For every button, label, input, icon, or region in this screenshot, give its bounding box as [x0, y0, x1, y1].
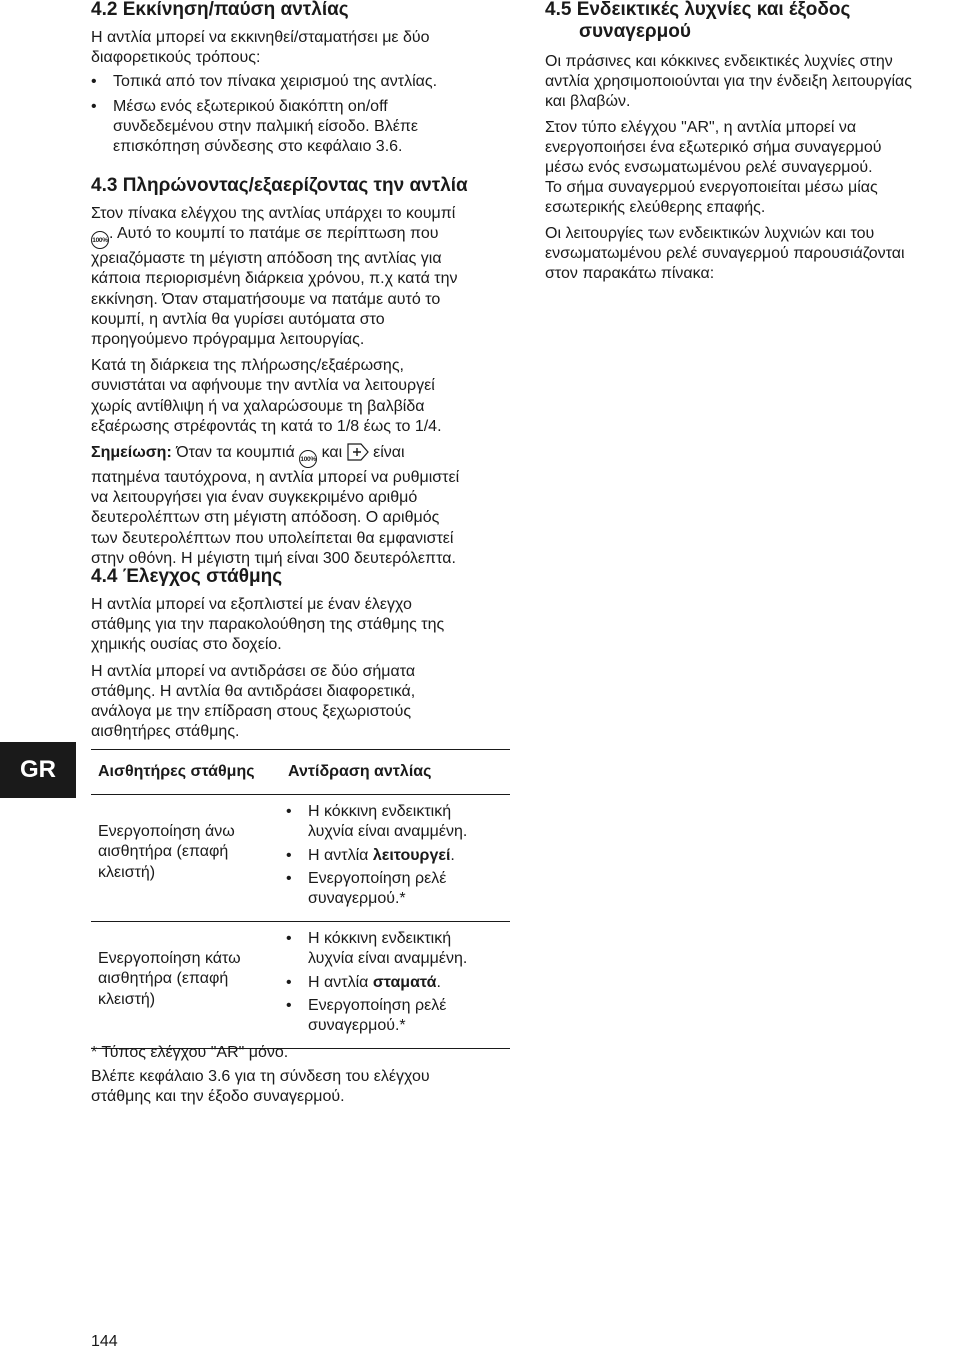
- start-methods-list: [91, 72, 511, 157]
- para-line: ενεργοποιήσει ένα εξωτερικό σήμα συναγερμού: [545, 138, 882, 156]
- bullet-text: Ενεργοποίηση ρελέ: [308, 996, 447, 1014]
- table-cell-sensor: [91, 922, 288, 1049]
- para-line: χημικής ουσίας στο δοχείο.: [91, 636, 282, 654]
- section-4-4-heading: 4.4 Έλεγχος στάθμης: [91, 566, 283, 587]
- level-control-table: [91, 749, 510, 1049]
- cell-line: Ενεργοποίηση άνω: [98, 823, 235, 841]
- para-line: είναι: [368, 444, 405, 462]
- bullet-text: .: [450, 846, 455, 864]
- bullet-text: συνδεδεμένου στην παλμική είσοδο. Βλέπε: [113, 117, 418, 135]
- para-line: Η αντλία μπορεί να εξοπλιστεί με έναν έλεγχο: [91, 596, 412, 613]
- bullet-text: Η κόκκινη ενδεικτική: [308, 930, 452, 948]
- section-4-4-body: [91, 595, 511, 742]
- bullet-text-bold: λειτουργεί: [372, 846, 451, 864]
- bullet-text: Μέσω ενός εξωτερικού διακόπτη on/off: [113, 97, 388, 115]
- list-item: [91, 72, 511, 92]
- cell-line: κλειστή): [98, 863, 156, 881]
- intro-line-1: Η αντλία μπορεί να εκκινηθεί/σταματήσει με δύο: [91, 29, 430, 46]
- section-4-5-para-3: [545, 224, 945, 285]
- cell-line: αισθητήρα (επαφή: [98, 970, 229, 988]
- para-line: και: [317, 444, 347, 462]
- max-capacity-100-icon: 100%: [299, 450, 317, 468]
- section-4-3-heading: 4.3 Πληρώνοντας/εξαερίζοντας την αντλία: [91, 175, 468, 196]
- para-line: χρειαζόμαστε τη μέγιστη απόδοση της αντλίας για: [91, 250, 442, 268]
- cell-line: αισθητήρα (επαφή: [98, 843, 229, 861]
- para-line: χωρίς αντίθλιψη ή να χαλαρώσουμε τη βαλβίδα: [91, 397, 425, 415]
- para-line: Όταν τα κουμπιά: [171, 444, 300, 462]
- section-4-3-para-2: [91, 356, 511, 437]
- section-4-2-heading: 4.2 Εκκίνηση/παύση αντλίας: [91, 0, 349, 20]
- section-4-2-intro: [91, 28, 511, 68]
- section-4-5-heading: [545, 0, 945, 43]
- para-line: εσωτερικής ελεύθερης επαφής.: [545, 199, 766, 217]
- para-line: Οι λειτουργίες των ενδεικτικών λυχνιών και του: [545, 224, 875, 242]
- section-4-2-body: [91, 28, 511, 157]
- table-cell-reaction: [288, 922, 510, 1049]
- list-item: [286, 929, 510, 969]
- section-4-3-note: [91, 443, 511, 569]
- table-row: [91, 922, 510, 1049]
- para-line: Οι πράσινες και κόκκινες ενδεικτικές λυχνίες στην: [545, 53, 893, 70]
- section-4-4-para-1: [91, 595, 511, 656]
- para-line: Στον τύπο ελέγχου "AR", η αντλία μπορεί να: [545, 118, 857, 136]
- bullet-text-bold: σταματά: [372, 973, 437, 991]
- list-item: [286, 846, 510, 866]
- cell-line: Ενεργοποίηση κάτω: [98, 950, 241, 968]
- table-cell-sensor: [91, 795, 288, 922]
- para-line: πατημένα ταυτόχρονα, η αντλία μπορεί να ρυθμιστεί: [91, 469, 460, 487]
- para-line: κάποια περιορισμένη διάρκεια χρόνου, π.χ κατά την: [91, 270, 458, 288]
- note-label: Σημείωση:: [91, 444, 172, 462]
- para-line: Κατά τη διάρκεια της πλήρωσης/εξαέρωσης,: [91, 357, 404, 375]
- language-tab: GR: [0, 742, 76, 798]
- page-number: 144: [91, 1333, 118, 1350]
- para-line: αντλία χρησιμοποιούνται για την ένδειξη λειτουργίας: [545, 73, 912, 91]
- list-item: [286, 802, 510, 842]
- reaction-list: [286, 802, 510, 909]
- para-line: μέσω ενός ενσωματωμένου ρελέ συναγερμού.: [545, 159, 873, 177]
- intro-line-2: διαφορετικούς τρόπους:: [91, 49, 261, 67]
- section-4-5-para-2: [545, 118, 945, 219]
- bullet-text: λυχνία είναι αναμμένη.: [308, 823, 468, 841]
- para-line: Το σήμα συναγερμού ενεργοποιείται μέσω μίας: [545, 179, 878, 197]
- para-line: εξαέρωσης στρέφοντάς τη κατά το 1/8 έως το 1/4.: [91, 417, 442, 435]
- heading-line: 4.5 Ενδεικτικές λυχνίες και έξοδος: [545, 0, 851, 20]
- bullet-text: .: [436, 973, 441, 991]
- bullet-text: Η αντλία: [308, 846, 373, 864]
- list-item: [286, 996, 510, 1036]
- list-item: [286, 869, 510, 909]
- para-line: και βλαβών.: [545, 93, 631, 111]
- para-line: αισθητήρες στάθμης.: [91, 723, 240, 741]
- table-footnote: [91, 1043, 511, 1063]
- para-line: προηγούμενο πρόγραμμα λειτουργίας.: [91, 331, 365, 349]
- table-header-reaction: Αντίδραση αντλίας: [288, 763, 432, 780]
- table-cell-reaction: [288, 795, 510, 922]
- para-line: στην οθόνη. Η μέγιστη τιμή είναι 300 δευτερόλεπτα.: [91, 549, 456, 567]
- plus-arrow-key-icon: [347, 443, 369, 461]
- section-4-4-para-2: [91, 662, 511, 743]
- table-reference: [91, 1067, 511, 1107]
- bullet-text: Τοπικά από τον πίνακα χειρισμού της αντλίας.: [113, 73, 438, 91]
- bullet-text: Ενεργοποίηση ρελέ: [308, 869, 447, 887]
- table-row: [91, 795, 510, 922]
- section-4-3-body: [91, 204, 511, 569]
- footnote-line: Βλέπε κεφάλαιο 3.6 για τη σύνδεση του ελέγχου: [91, 1068, 430, 1085]
- para-line: ανάλογα με την επίδραση στους ξεχωριστούς: [91, 703, 412, 721]
- para-line: Στον πίνακα ελέγχου της αντλίας υπάρχει το κουμπί: [91, 205, 456, 222]
- para-line: στον παρακάτω πίνακα:: [545, 265, 715, 283]
- bullet-text: επισκόπηση σύνδεσης στο κεφάλαιο 3.6.: [113, 138, 403, 156]
- section-4-3-para-1: [91, 204, 511, 350]
- para-line: ενσωματωμένου ρελέ συναγερμού παρουσιάζονται: [545, 244, 905, 262]
- para-line: στάθμης. Η αντλία θα αντιδράσει διαφορετικά,: [91, 682, 416, 700]
- bullet-text: Η αντλία: [308, 973, 373, 991]
- level-control-table-wrap: [91, 749, 510, 1049]
- bullet-text: συναγερμού.*: [308, 1017, 406, 1035]
- section-4-5-body: [545, 52, 945, 284]
- para-line: δευτερολέπτων στη μέγιστη απόδοση. Ο αριθμός: [91, 509, 440, 527]
- para-line: να λειτουργήσει για έναν συγκεκριμένο αριθμό: [91, 489, 418, 507]
- para-line: εκκίνηση. Όταν σταματήσουμε να πατάμε αυτό το: [91, 290, 441, 308]
- footnote-line: στάθμης και την έξοδο συναγερμού.: [91, 1088, 345, 1106]
- para-line: στάθμης για την παρακολούθηση της στάθμης της: [91, 616, 445, 634]
- para-line: συνιστάται να αφήνουμε την αντλία να λειτουργεί: [91, 377, 435, 395]
- footnote-line: * Τύπος ελέγχου "AR" μόνο.: [91, 1044, 289, 1061]
- list-item: [91, 97, 511, 158]
- section-4-5-para-1: [545, 52, 945, 113]
- list-item: [286, 973, 510, 993]
- bullet-text: Η κόκκινη ενδεικτική: [308, 803, 452, 821]
- cell-line: κλειστή): [98, 990, 156, 1008]
- para-line: Η αντλία μπορεί να αντιδράσει σε δύο σήματα: [91, 662, 416, 680]
- para-line: των δευτερολέπτων που υπολείπεται θα εμφανιστεί: [91, 529, 454, 547]
- para-line: . Αυτό το κουμπί το πατάμε σε περίπτωση που: [109, 225, 439, 243]
- para-line: κουμπί, η αντλία θα γυρίσει αυτόματα στο: [91, 310, 385, 328]
- max-capacity-100-icon: 100%: [91, 231, 109, 249]
- heading-line: συναγερμού: [579, 21, 691, 42]
- bullet-text: συναγερμού.*: [308, 890, 406, 908]
- bullet-text: λυχνία είναι αναμμένη.: [308, 950, 468, 968]
- reaction-list: [286, 929, 510, 1036]
- table-header-sensors: Αισθητήρες στάθμης: [98, 763, 255, 780]
